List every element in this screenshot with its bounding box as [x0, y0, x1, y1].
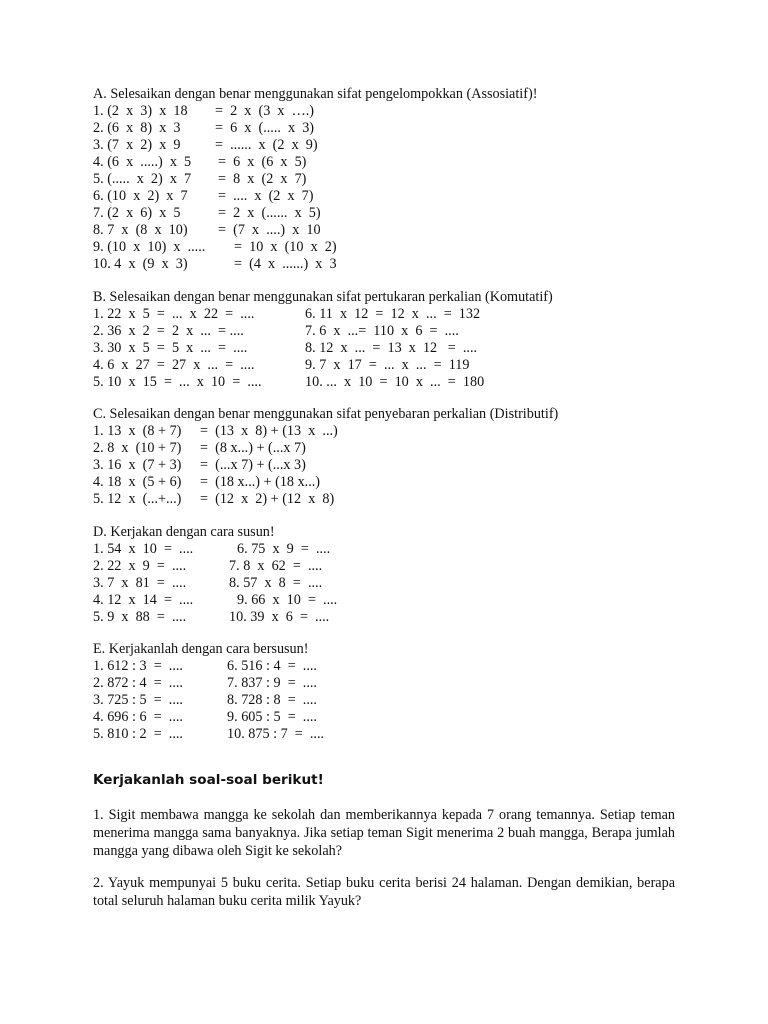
section-a [93, 86, 537, 273]
section-e-title: E. Kerjakanlah dengan cara bersusun! [93, 641, 309, 657]
section-a-title: A. Selesaikan dengan benar menggunakan sifat pengelompokkan (Assosiatif)! [93, 86, 538, 102]
item-left: 4. 18 x (5 + 6) [93, 474, 182, 490]
section-d-title: D. Kerjakan dengan cara susun! [93, 524, 275, 540]
item-right: 9. 605 : 5 = .... [227, 709, 317, 725]
section-e [93, 641, 325, 743]
item-left: 4. 12 x 14 = .... [93, 592, 194, 608]
section-e-item [93, 675, 317, 692]
item-left: 5. (..... x 2) x 7 [93, 171, 192, 187]
section-b-item [93, 323, 553, 340]
item-right: 7. 837 : 9 = .... [227, 675, 317, 691]
item-right: = .... x (2 x 7) [218, 188, 314, 204]
item-left: 6. (10 x 2) x 7 [93, 188, 188, 204]
item-left: 2. (6 x 8) x 3 [93, 120, 181, 136]
item-right: 8. 728 : 8 = .... [227, 692, 317, 708]
item-left: 5. 12 x (...+...) [93, 491, 182, 507]
item-left: 3. (7 x 2) x 9 [93, 137, 181, 153]
item-left: 3. 725 : 5 = .... [93, 692, 183, 708]
item-left: 3. 7 x 81 = .... [93, 575, 187, 591]
item-right: 8. 57 x 8 = .... [229, 575, 323, 591]
item-right: = (13 x 8) + (13 x ...) [200, 423, 338, 439]
section-c-item [93, 423, 558, 440]
section-b-item [93, 340, 553, 357]
item-right: = ...... x (2 x 9) [215, 137, 318, 153]
section-b [93, 289, 553, 391]
item-right: = (7 x ....) x 10 [218, 222, 321, 238]
item-right: 10. ... x 10 = 10 x ... = 180 [305, 374, 485, 390]
item-left: 1. 54 x 10 = .... [93, 541, 194, 557]
item-right: = (8 x...) + (...x 7) [200, 440, 306, 456]
section-b-item [93, 306, 553, 323]
section-d-item [93, 592, 338, 609]
word-problem-1: 1. Sigit membawa mangga ke sekolah dan memberikannya kepada 7 orang temannya. Setiap teman menerima mangga sama banyaknya. Jika setiap teman Sigit menerima 2 buah mangga, Berapa jumlah mangga yang dibawa oleh Sigit ke sekolah? [93, 807, 675, 859]
section-e-item [93, 658, 317, 675]
item-right: = (...x 7) + (...x 3) [200, 457, 306, 473]
section-c-title: C. Selesaikan dengan benar menggunakan sifat penyebaran perkalian (Distributif) [93, 406, 559, 422]
section-b-title: B. Selesaikan dengan benar menggunakan sifat pertukaran perkalian (Komutatif) [93, 289, 553, 305]
item-left: 2. 872 : 4 = .... [93, 675, 183, 691]
item-right: = 8 x (2 x 7) [218, 171, 307, 187]
section-e-item [93, 692, 317, 709]
section-a-item [93, 154, 537, 171]
item-left: 5. 9 x 88 = .... [93, 609, 187, 625]
item-left: 2. 22 x 9 = .... [93, 558, 187, 574]
section-a-item [93, 239, 537, 256]
item-right: = 2 x (3 x ….) [215, 103, 315, 119]
item-right: 10. 39 x 6 = .... [229, 609, 330, 625]
item-right: 9. 66 x 10 = .... [237, 592, 338, 608]
item-left: 10. 4 x (9 x 3) [93, 256, 188, 272]
item-left: 7. (2 x 6) x 5 [93, 205, 181, 221]
item-right: = (18 x...) + (18 x...) [200, 474, 321, 490]
item-left: 8. 7 x (8 x 10) [93, 222, 188, 238]
section-a-item [93, 188, 537, 205]
item-left: 4. (6 x .....) x 5 [93, 154, 192, 170]
section-b-item [93, 374, 553, 391]
section-e-item [93, 709, 317, 726]
item-left: 3. 16 x (7 + 3) [93, 457, 182, 473]
section-a-item [93, 205, 537, 222]
item-left: 3. 30 x 5 = 5 x ... = .... [93, 340, 248, 356]
section-c-item [93, 440, 558, 457]
section-c-item [93, 457, 558, 474]
item-left: 2. 36 x 2 = 2 x ... = .... [93, 323, 244, 339]
item-left: 1. (2 x 3) x 18 [93, 103, 188, 119]
item-right: 7. 6 x ...= 110 x 6 = .... [305, 323, 459, 339]
section-c-item [93, 491, 558, 508]
item-left: 4. 696 : 6 = .... [93, 709, 183, 725]
item-right: 9. 7 x 17 = ... x ... = 119 [305, 357, 470, 373]
section-d-item [93, 541, 331, 558]
word-problem-2: 2. Yayuk mempunyai 5 buku cerita. Setiap buku cerita berisi 24 halaman. Dengan demikian, berapa total seluruh halaman buku cerita milik Yayuk? [93, 875, 675, 909]
item-right: 10. 875 : 7 = .... [227, 726, 325, 742]
item-left: 2. 8 x (10 + 7) [93, 440, 182, 456]
section-c [93, 406, 558, 508]
section-a-item [93, 171, 537, 188]
item-right: = 10 x (10 x 2) [234, 239, 337, 255]
item-right: 6. 75 x 9 = .... [237, 541, 331, 557]
item-right: 7. 8 x 62 = .... [229, 558, 323, 574]
section-c-item [93, 474, 558, 491]
section-b-item [93, 357, 553, 374]
section-d-item [93, 558, 323, 575]
item-left: 1. 22 x 5 = ... x 22 = .... [93, 306, 255, 322]
item-left: 5. 810 : 2 = .... [93, 726, 183, 742]
section-d [93, 524, 338, 626]
item-left: 1. 13 x (8 + 7) [93, 423, 182, 439]
section-a-item [93, 256, 537, 273]
word-problems-heading: Kerjakanlah soal-soal berikut! [93, 772, 324, 788]
section-a-item [93, 222, 537, 239]
item-left: 9. (10 x 10) x ..... [93, 239, 206, 255]
section-d-item [93, 575, 323, 592]
item-left: 5. 10 x 15 = ... x 10 = .... [93, 374, 262, 390]
item-right: = (4 x ......) x 3 [234, 256, 337, 272]
item-left: 1. 612 : 3 = .... [93, 658, 183, 674]
item-right: = (12 x 2) + (12 x 8) [200, 491, 335, 507]
item-right: = 6 x (..... x 3) [215, 120, 315, 136]
section-d-item [93, 609, 330, 626]
section-a-item [93, 103, 537, 120]
section-a-item [93, 137, 537, 154]
section-e-item [93, 726, 325, 743]
item-right: 8. 12 x ... = 13 x 12 = .... [305, 340, 478, 356]
section-a-item [93, 120, 537, 137]
item-right: 6. 516 : 4 = .... [227, 658, 317, 674]
item-left: 4. 6 x 27 = 27 x ... = .... [93, 357, 255, 373]
item-right: = 6 x (6 x 5) [218, 154, 307, 170]
item-right: = 2 x (...... x 5) [218, 205, 321, 221]
item-right: 6. 11 x 12 = 12 x ... = 132 [305, 306, 481, 322]
